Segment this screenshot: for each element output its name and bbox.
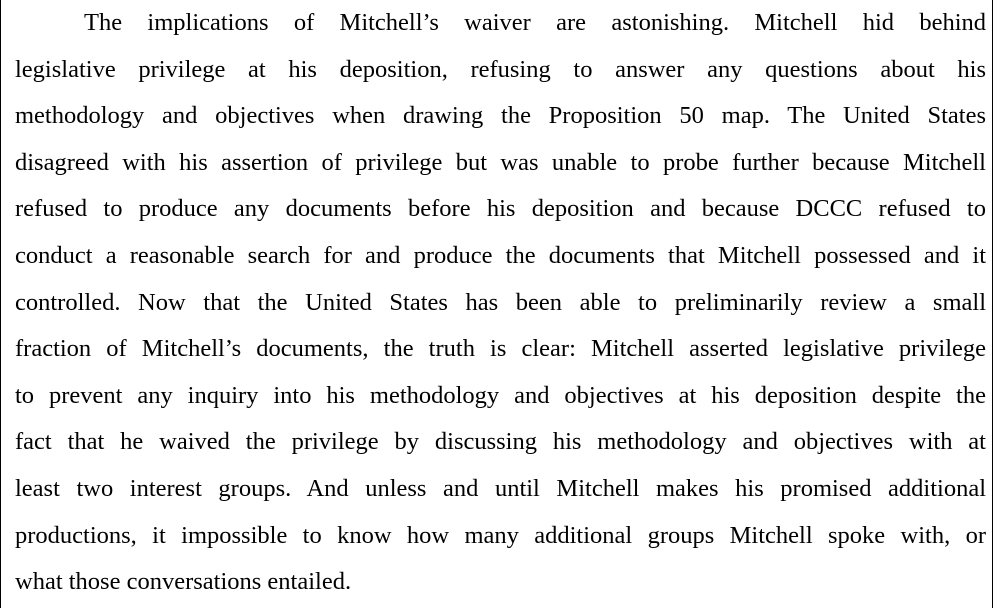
- paragraph-line-3: methodology and objectives when drawing the Proposition 50 map. The United States: [15, 102, 986, 130]
- paragraph-line-12: productions, it impossible to know how many additional groups Mitchell spoke with, or: [15, 521, 986, 549]
- paragraph-line-4: disagreed with his assertion of privilege but was unable to probe further because Mitchell: [15, 148, 986, 176]
- paragraph-line-7: controlled. Now that the United States has been able to preliminarily review a small: [15, 288, 986, 316]
- paragraph-line-1: The implications of Mitchell’s waiver are astonishing. Mitchell hid behind: [84, 9, 986, 36]
- paragraph-line-13: what those conversations entailed.: [15, 568, 352, 596]
- paragraph-line-2: legislative privilege at his deposition, refusing to answer any questions about his: [15, 55, 986, 83]
- paragraph-line-9: to prevent any inquiry into his methodology and objectives at his deposition despite the: [15, 381, 986, 409]
- paragraph-line-6: conduct a reasonable search for and produce the documents that Mitchell possessed and it: [15, 241, 986, 269]
- paragraph-line-8: fraction of Mitchell’s documents, the truth is clear: Mitchell asserted legislative privilege: [15, 335, 986, 363]
- paragraph-line-11: least two interest groups. And unless and until Mitchell makes his promised additional: [15, 474, 986, 502]
- paragraph-line-5: refused to produce any documents before his deposition and because DCCC refused to: [15, 195, 986, 223]
- document-paragraph: [15, 0, 986, 606]
- paragraph-line-10: fact that he waived the privilege by discussing his methodology and objectives with at: [15, 428, 986, 456]
